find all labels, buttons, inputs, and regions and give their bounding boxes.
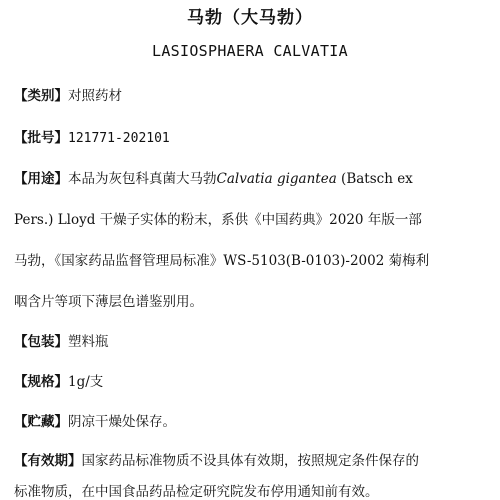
- packaging-label: 【包装】: [14, 334, 68, 350]
- batch-row: [14, 126, 498, 146]
- category-row: [14, 84, 498, 104]
- usage-text-line1: 本品为灰包科真菌大马勃: [68, 171, 217, 187]
- usage-text-line4: 咽含片等项下薄层色谱鉴别用。: [14, 294, 203, 310]
- page-title: 马勃（大马勃）: [187, 8, 313, 28]
- validity-text-line1: 国家药品标准物质不设具体有效期，按照规定条件保存的: [81, 453, 419, 469]
- usage-text-line3: 马勃，《国家药品监督管理局标准》WS-5103(B-0103)-2002 菊梅利: [14, 253, 430, 269]
- usage-text-line1-suffix: (Batsch ex: [336, 171, 413, 187]
- spec-row: [14, 370, 498, 390]
- usage-row: [14, 167, 498, 187]
- category-value: 对照药材: [68, 88, 122, 104]
- category-label: 【类别】: [14, 88, 68, 104]
- batch-label: 【批号】: [14, 130, 68, 146]
- species-name: Calvatia gigantea: [216, 171, 337, 187]
- storage-value: 阴凉干燥处保存。: [68, 414, 176, 430]
- validity-row: [14, 449, 498, 469]
- spec-label: 【规格】: [14, 374, 68, 390]
- usage-text-line2: Pers.) Lloyd 干燥子实体的粉末，系供《中国药典》2020 年版一部: [14, 212, 422, 228]
- latin-name: LASIOSPHAERA CALVATIA: [152, 42, 348, 60]
- storage-row: [14, 410, 498, 430]
- spec-value: 1g/支: [68, 374, 104, 390]
- packaging-value: 塑料瓶: [68, 334, 109, 350]
- validity-label: 【有效期】: [14, 453, 82, 469]
- packaging-row: [14, 330, 498, 350]
- usage-label: 【用途】: [14, 171, 68, 187]
- validity-text-line2: 标准物质，在中国食品药品检定研究院发布停用通知前有效。: [14, 484, 379, 500]
- batch-value: 121771-202101: [68, 131, 170, 146]
- storage-label: 【贮藏】: [14, 414, 68, 430]
